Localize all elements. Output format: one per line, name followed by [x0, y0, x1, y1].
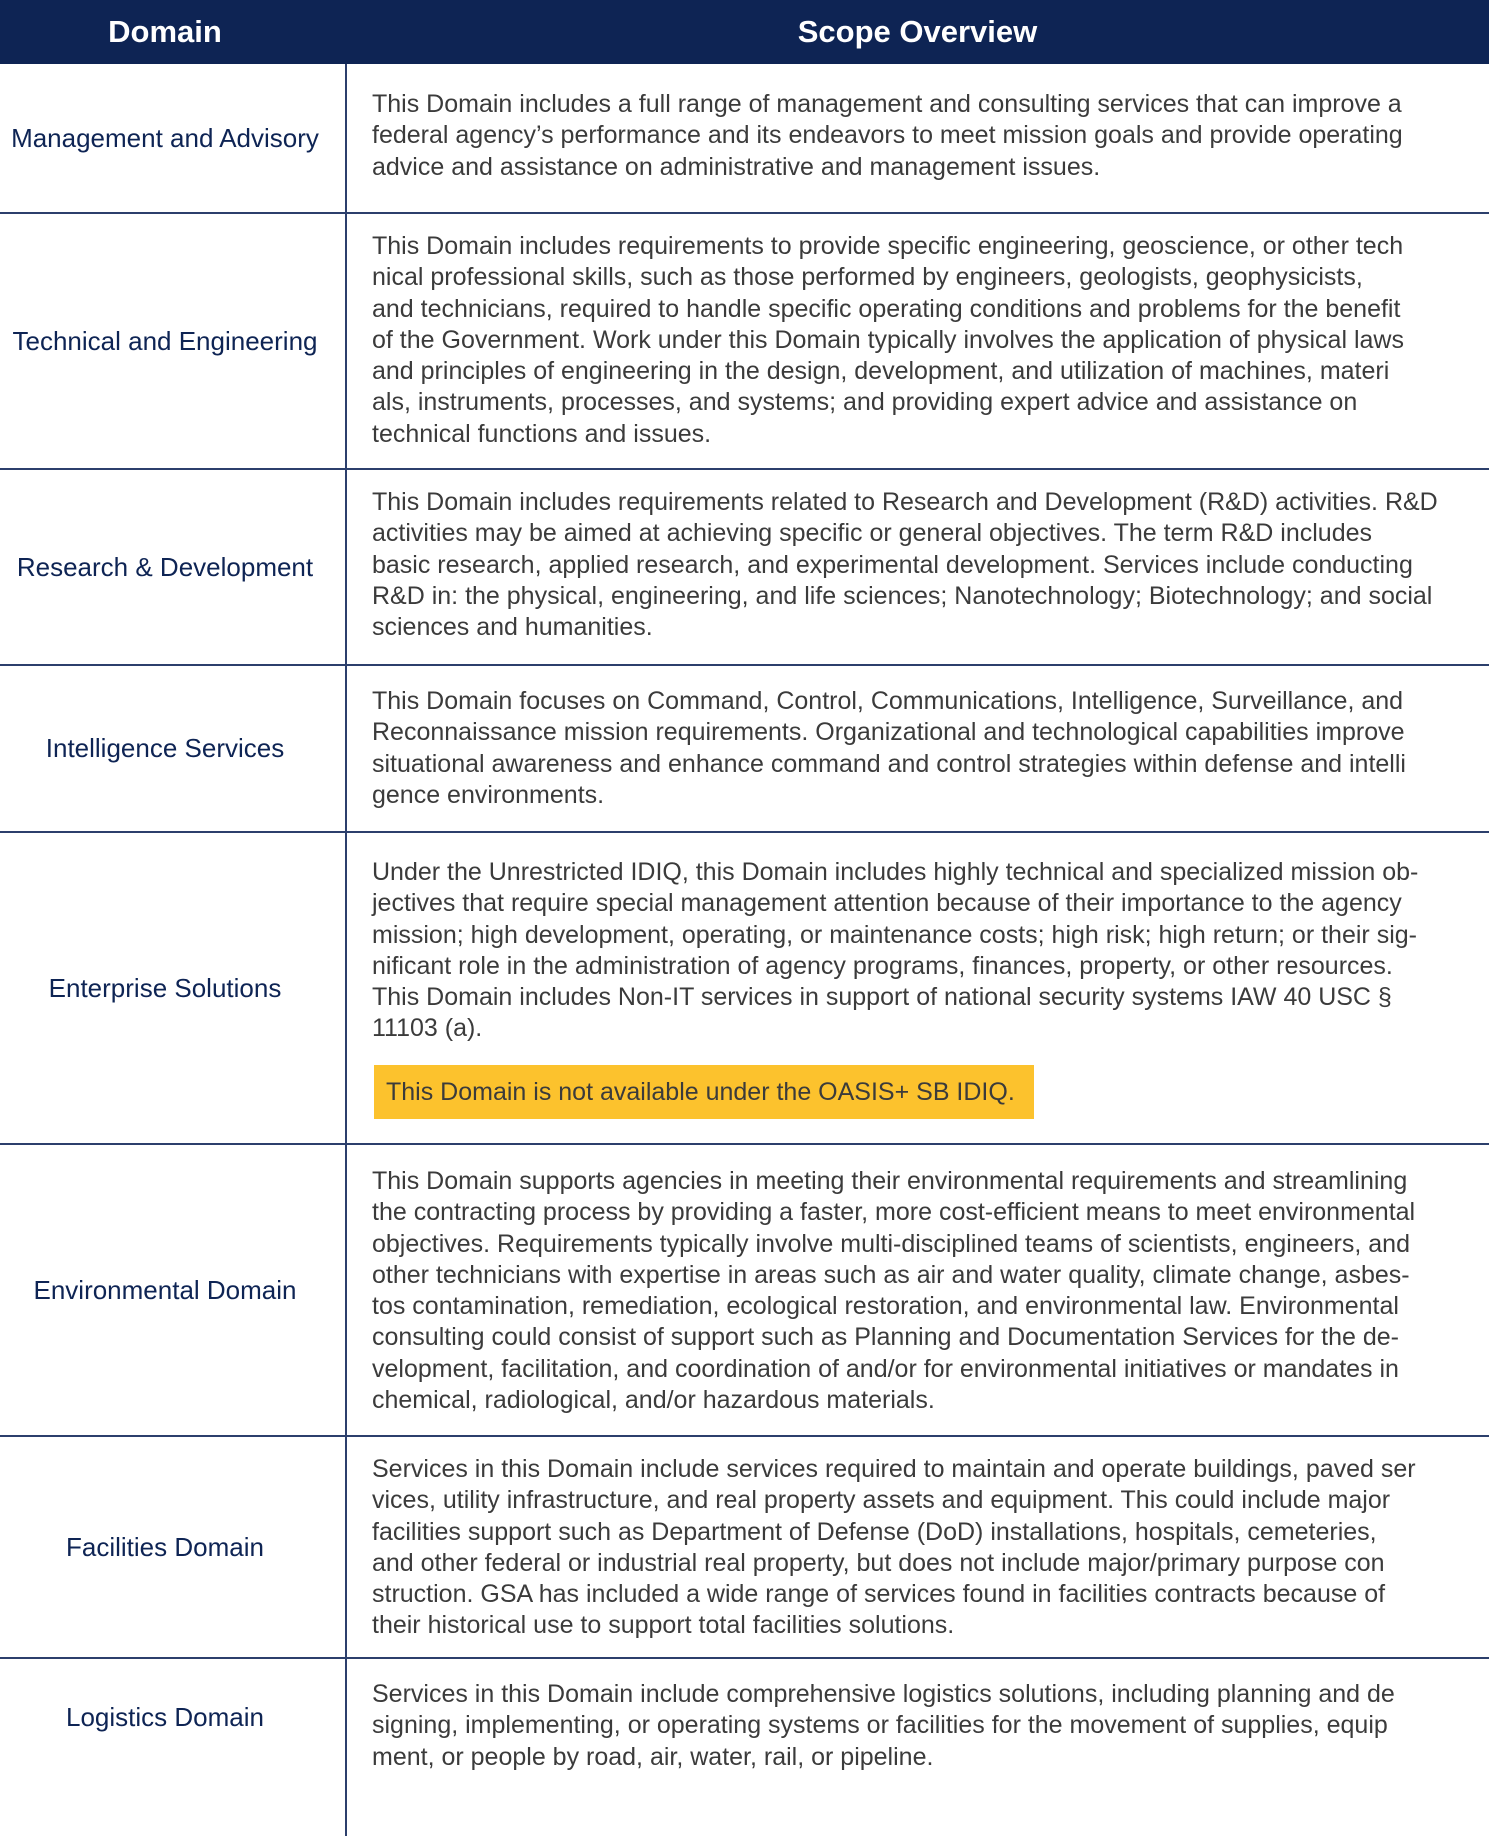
domain-cell: Management and Advisory	[11, 122, 319, 153]
scope-line: their historical use to support total facilities solutions.	[372, 1611, 955, 1640]
scope-cell	[372, 1679, 1470, 1773]
scope-cell	[372, 1454, 1470, 1642]
scope-line: This Domain includes requirements related to Research and Development (R&D) activities. R&D	[372, 488, 1438, 516]
scope-line: objectives. Requirements typically involve multi-disciplined teams of scientists, engineers, and	[372, 1229, 1410, 1258]
scope-cell	[372, 857, 1470, 1045]
scope-line: This Domain focuses on Command, Control, Communications, Intelligence, Surveillance, and	[372, 687, 1404, 715]
table-row	[0, 470, 1489, 666]
scope-line: velopment, facilitation, and coordination of and/or for environmental initiatives or mandates in	[372, 1354, 1399, 1383]
scope-line: tos contamination, remediation, ecological restoration, and environmental law. Environmental	[372, 1292, 1399, 1321]
scope-line: struction. GSA has included a wide range of services found in facilities contracts because of	[372, 1580, 1386, 1609]
scope-line: jectives that require special management attention because of their importance to the agency	[372, 889, 1402, 918]
scope-line: and principles of engineering in the design, development, and utilization of machines, materi	[372, 357, 1390, 386]
table-row	[0, 666, 1489, 833]
column-divider	[345, 64, 347, 1836]
scope-line: and technicians, required to handle specific operating conditions and problems for the benefit	[372, 294, 1401, 323]
scope-line: advice and assistance on administrative and management issues.	[372, 152, 1101, 181]
scope-line: vices, utility infrastructure, and real property assets and equipment. This could include major	[372, 1486, 1391, 1515]
scope-line: sciences and humanities.	[372, 613, 653, 642]
scope-line: This Domain includes a full range of management and consulting services that can improve a	[372, 90, 1402, 118]
scope-line: facilities support such as Department of Defense (DoD) installations, hospitals, cemeteries,	[372, 1517, 1377, 1546]
table-header	[0, 0, 1489, 64]
scope-line: This Domain includes requirements to provide specific engineering, geoscience, or other tech	[372, 232, 1404, 260]
domain-cell: Research & Development	[16, 551, 314, 582]
scope-line: and other federal or industrial real property, but does not include major/primary purpose con	[372, 1548, 1385, 1577]
availability-note: This Domain is not available under the OASIS+ SB IDIQ.	[374, 1065, 1034, 1119]
scope-line: als, instruments, processes, and systems; and providing expert advice and assistance on	[372, 388, 1358, 417]
scope-line: signing, implementing, or operating systems or facilities for the movement of supplies, equip	[372, 1711, 1388, 1740]
scope-line: Services in this Domain include comprehensive logistics solutions, including planning and de	[372, 1680, 1395, 1708]
scope-cell	[372, 487, 1470, 643]
domain-cell: Logistics Domain	[66, 1702, 264, 1732]
scope-line: ment, or people by road, air, water, rail, or pipeline.	[372, 1742, 934, 1771]
scope-line: 11103 (a).	[372, 1014, 483, 1043]
scope-line: nificant role in the administration of agency programs, finances, property, or other resources.	[372, 951, 1393, 980]
scope-line: activities may be aimed at achieving specific or general objectives. The term R&D includes	[372, 519, 1372, 548]
scope-line: R&D in: the physical, engineering, and life sciences; Nanotechnology; Biotechnology; and social	[372, 581, 1433, 610]
scope-line: situational awareness and enhance command and control strategies within defense and intelli	[372, 749, 1406, 778]
domain-cell: Technical and Engineering	[12, 325, 318, 356]
scope-line: This Domain includes Non-IT services in support of national security systems IAW 40 USC §	[372, 983, 1392, 1012]
domain-cell: Facilities Domain	[66, 1531, 264, 1562]
scope-cell	[372, 231, 1470, 450]
domain-cell: Enterprise Solutions	[48, 972, 282, 1003]
scope-line: gence environments.	[372, 780, 605, 809]
scope-line: consulting could consist of support such as Planning and Documentation Services for the de-	[372, 1323, 1399, 1352]
scope-line: This Domain supports agencies in meeting their environmental requirements and streamlining	[372, 1167, 1408, 1195]
table-row	[0, 833, 1489, 1145]
scope-cell	[372, 1166, 1470, 1416]
scope-cell	[372, 686, 1470, 811]
domain-cell: Intelligence Services	[45, 733, 285, 763]
header-domain: Domain	[108, 14, 222, 49]
scope-line: federal agency’s performance and its endeavors to meet mission goals and provide operating	[372, 121, 1403, 150]
table-row	[0, 214, 1489, 470]
scope-line: chemical, radiological, and/or hazardous materials.	[372, 1386, 935, 1415]
table-row	[0, 1437, 1489, 1659]
scope-line: Under the Unrestricted IDIQ, this Domain includes highly technical and specialized mission ob-	[372, 858, 1419, 886]
scope-line: Services in this Domain include services required to maintain and operate buildings, paved ser	[372, 1455, 1416, 1483]
table-row	[0, 1145, 1489, 1437]
table-row	[0, 1659, 1489, 1836]
scope-line: Reconnaissance mission requirements. Organizational and technological capabilities improve	[372, 718, 1405, 747]
scope-line: technical functions and issues.	[372, 419, 712, 448]
scope-line: other technicians with expertise in areas such as air and water quality, climate change, asbes-	[372, 1260, 1410, 1289]
domain-cell: Environmental Domain	[33, 1274, 297, 1305]
scope-line: nical professional skills, such as those performed by engineers, geologists, geophysicists,	[372, 263, 1363, 292]
header-scope-overview: Scope Overview	[797, 14, 1038, 49]
scope-line: of the Government. Work under this Domain typically involves the application of physical laws	[372, 325, 1404, 354]
scope-cell	[372, 89, 1470, 183]
table-row	[0, 64, 1489, 214]
scope-line: basic research, applied research, and experimental development. Services include conducting	[372, 550, 1413, 579]
scope-line: mission; high development, operating, or maintenance costs; high risk; high return; or their sig-	[372, 920, 1417, 949]
scope-line: the contracting process by providing a faster, more cost-efficient means to meet environmental	[372, 1198, 1416, 1227]
